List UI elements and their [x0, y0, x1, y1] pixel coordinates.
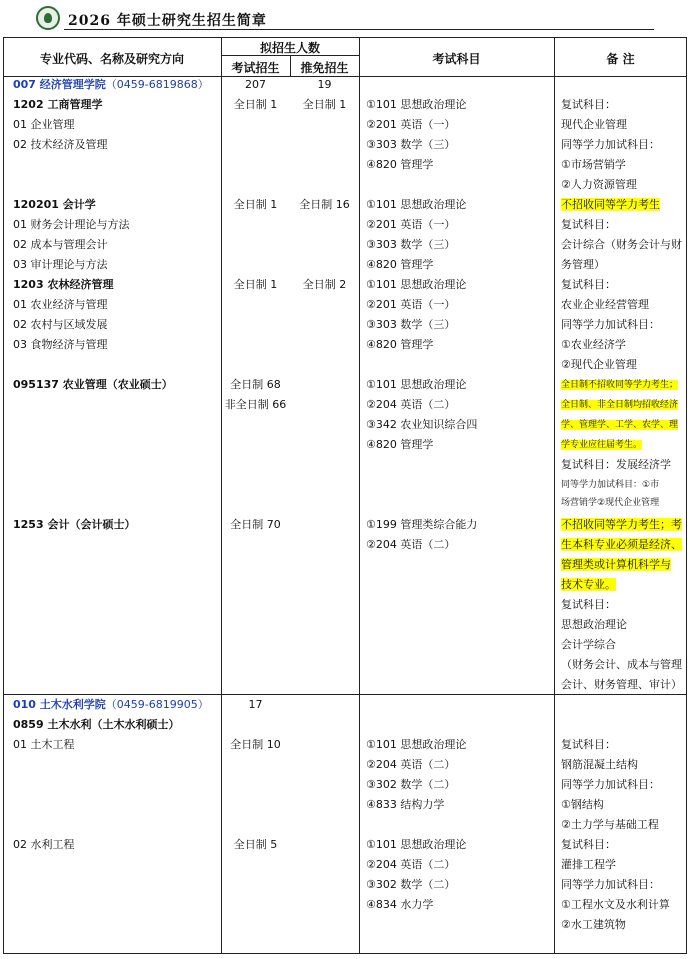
- note: ②现代企业管理: [561, 358, 637, 371]
- exam-count: 全日制 5: [233, 838, 278, 851]
- col-divider: [359, 37, 360, 954]
- subject: ④820 管理学: [366, 158, 434, 171]
- header-notes: 备 注: [606, 52, 635, 66]
- subject: ②204 英语（二）: [366, 758, 456, 771]
- page-title: 2026 年硕士研究生招生简章: [68, 13, 267, 29]
- page-header: [0, 0, 694, 34]
- note: ①市场营销学: [561, 158, 626, 171]
- note: 思想政治理论: [561, 618, 627, 631]
- note: ①农业经济学: [561, 338, 626, 351]
- rec-count: 全日制 2: [302, 278, 347, 291]
- note-highlight: 学、管理学、工学、农学、理: [561, 420, 679, 430]
- major-title: 1202 工商管理学: [13, 98, 103, 111]
- header-major: 专业代码、名称及研究方向: [39, 52, 184, 66]
- rec-count: 全日制 16: [299, 198, 350, 211]
- header-subjects: 考试科目: [432, 52, 481, 66]
- subject: ①101 思想政治理论: [366, 98, 467, 111]
- subject: ③342 农业知识综合四: [366, 418, 478, 431]
- subject: ①101 思想政治理论: [366, 198, 467, 211]
- subject: ③303 数学（三）: [366, 318, 456, 331]
- note: 会计学综合: [561, 638, 616, 651]
- subject: ①101 思想政治理论: [366, 278, 467, 291]
- note: ①工程水文及水利计算: [561, 898, 670, 911]
- note: 复试科目：: [561, 838, 616, 851]
- note: 复试科目：: [561, 98, 616, 111]
- col-divider: [221, 37, 222, 954]
- note: ②人力资源管理: [561, 178, 637, 191]
- direction: 02 成本与管理会计: [13, 238, 108, 251]
- direction: 03 审计理论与方法: [13, 258, 108, 271]
- subject: ②201 英语（一）: [366, 218, 456, 231]
- subject: ①199 管理类综合能力: [366, 518, 478, 531]
- note: 农业企业经营管理: [561, 298, 649, 311]
- subject: ③303 数学（三）: [366, 138, 456, 151]
- major-title: 1203 农林经济管理: [13, 278, 114, 291]
- direction: 02 农村与区域发展: [13, 318, 108, 331]
- college-exam-count: 207: [245, 78, 266, 91]
- direction: 02 技术经济及管理: [13, 138, 108, 151]
- note: 复试科目：: [561, 218, 616, 231]
- note-highlight: 学专业应往届考生。: [561, 440, 643, 450]
- exam-count: 全日制 70: [230, 518, 281, 531]
- subject: ②201 英语（一）: [366, 298, 456, 311]
- header-exam-count: 考试招生: [231, 61, 280, 75]
- note-highlight: 不招收同等学力考生；考: [561, 518, 682, 531]
- col-divider: [554, 37, 555, 954]
- note: ①钢结构: [561, 798, 604, 811]
- note: ②土力学与基础工程: [561, 818, 659, 831]
- direction: 01 财务会计理论与方法: [13, 218, 130, 231]
- subject: ①101 思想政治理论: [366, 378, 467, 391]
- major-title: 095137 农业管理（农业硕士）: [13, 378, 173, 391]
- subject: ④820 管理学: [366, 258, 434, 271]
- direction: 01 土木工程: [13, 738, 75, 751]
- college-row: [13, 75, 209, 95]
- note: 同等学力加试科目：: [561, 878, 660, 891]
- major-title: 0859 土木水利（土木水利硕士）: [13, 718, 180, 731]
- subject: ④834 水力学: [366, 898, 434, 911]
- note: 复试科目：发展经济学: [561, 458, 671, 471]
- subject: ①101 思想政治理论: [366, 838, 467, 851]
- subject: ③302 数学（二）: [366, 778, 456, 791]
- direction: 01 农业经济与管理: [13, 298, 108, 311]
- header-plan: 拟招生人数: [259, 41, 320, 55]
- note: 现代企业管理: [561, 118, 627, 131]
- note-highlight: 全日制不招收同等学力考生；: [561, 380, 679, 390]
- college-exam-count: 17: [248, 698, 263, 711]
- exam-count: 全日制 10: [230, 738, 281, 751]
- exam-count: 全日制 1: [233, 98, 278, 111]
- note: 复试科目：: [561, 598, 616, 611]
- note-highlight: 技术专业。: [561, 578, 616, 591]
- header-rule: [64, 29, 654, 30]
- direction: 01 企业管理: [13, 118, 75, 131]
- subject: ④833 结构力学: [366, 798, 445, 811]
- note: ②水工建筑物: [561, 918, 626, 931]
- note: 会计综合（财务会计与财: [561, 238, 682, 251]
- note: 钢筋混凝土结构: [561, 758, 638, 771]
- exam-count: 全日制 1: [233, 278, 278, 291]
- college-row: [13, 695, 209, 715]
- rec-count: 全日制 1: [302, 98, 347, 111]
- note: 灌排工程学: [561, 858, 616, 871]
- exam-count: 全日制 1: [233, 198, 278, 211]
- note: 同等学力加试科目：: [561, 138, 660, 151]
- subject: ②204 英语（二）: [366, 398, 456, 411]
- college-name: 010 土木水利学院: [13, 698, 106, 711]
- subject: ③302 数学（二）: [366, 878, 456, 891]
- note: （财务会计、成本与管理: [561, 658, 682, 671]
- note: 务管理）: [561, 258, 605, 271]
- header-rec-count: 推免招生: [300, 61, 349, 75]
- note: 复试科目：: [561, 738, 616, 751]
- note: 同等学力加试科目：①市: [561, 480, 660, 490]
- subject: ②201 英语（一）: [366, 118, 456, 131]
- subject: ④820 管理学: [366, 338, 434, 351]
- direction: 03 食物经济与管理: [13, 338, 108, 351]
- note-highlight: 全日制、非全日制均招收经济: [561, 400, 679, 410]
- note-highlight: 管理类或计算机科学与: [561, 558, 671, 571]
- note: 复试科目：: [561, 278, 616, 291]
- subject: ②204 英语（二）: [366, 858, 456, 871]
- note-highlight: 生本科专业必须是经济、: [561, 538, 682, 551]
- college-phone: （0459-6819905）: [105, 698, 209, 711]
- exam-count: 全日制 68: [230, 378, 281, 391]
- note: 场营销学②现代企业管理: [561, 498, 660, 508]
- note: 同等学力加试科目：: [561, 778, 660, 791]
- college-phone: （0459-6819868）: [105, 78, 209, 91]
- note: 会计、财务管理、审计）: [561, 678, 682, 691]
- major-title: 120201 会计学: [13, 198, 96, 211]
- college-rec-count: 19: [317, 78, 332, 91]
- exam-count-part-time: 非全日制 66: [224, 398, 287, 411]
- note-highlight: 不招收同等学力考生: [561, 198, 660, 211]
- major-title: 1253 会计（会计硕士）: [13, 518, 136, 531]
- subject: ①101 思想政治理论: [366, 738, 467, 751]
- subject: ②204 英语（二）: [366, 538, 456, 551]
- college-name: 007 经济管理学院: [13, 78, 106, 91]
- university-logo: [36, 6, 60, 30]
- note: 同等学力加试科目：: [561, 318, 660, 331]
- subject: ③303 数学（三）: [366, 238, 456, 251]
- subject: ④820 管理学: [366, 438, 434, 451]
- direction: 02 水利工程: [13, 838, 75, 851]
